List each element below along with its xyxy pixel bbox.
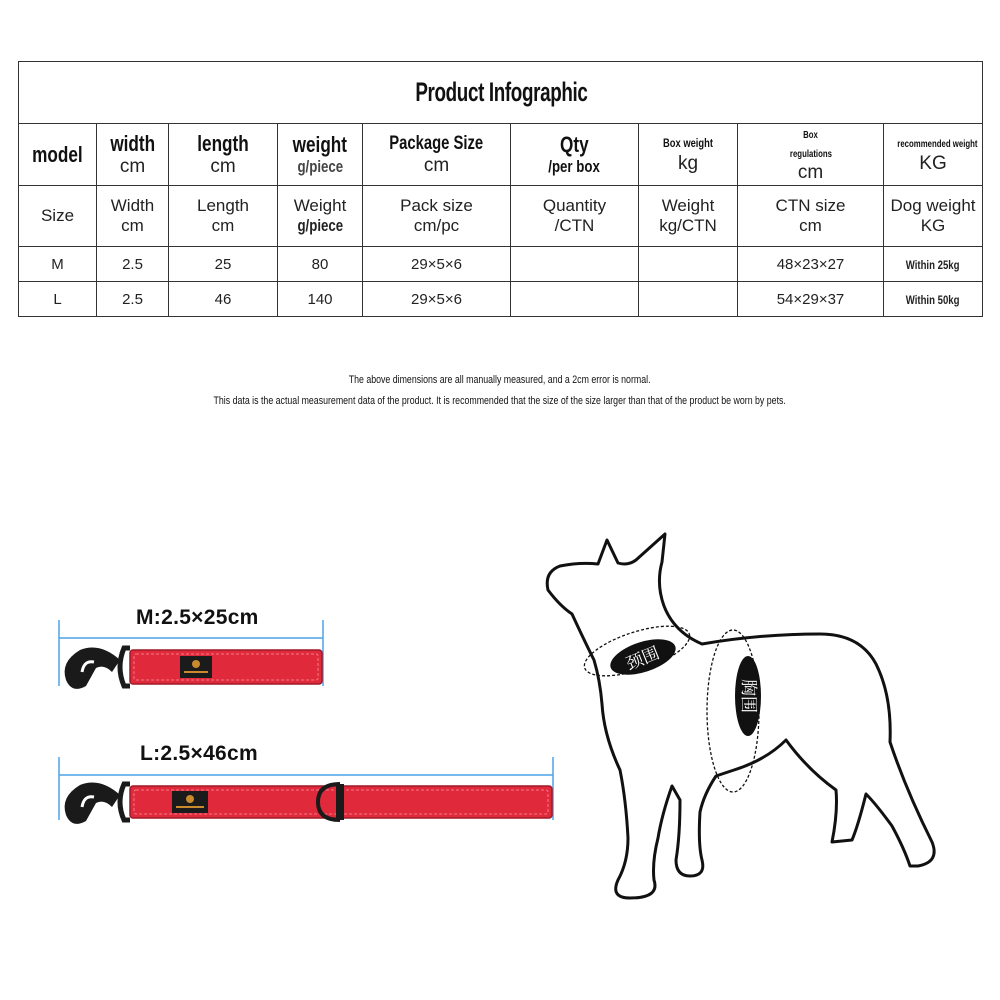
leash-l (59, 757, 553, 824)
eng-weight-unit: g/piece (297, 216, 343, 235)
header-box-regulations-unit: cm (797, 161, 824, 183)
eng-weight-ctn-unit: kg/CTN (659, 216, 717, 235)
eng-pack-unit: cm/pc (413, 216, 460, 235)
leash-m (59, 620, 323, 689)
measurement-note-text: The above dimensions are all manually measured, and a 2cm error is normal. (349, 374, 651, 386)
eng-quantity-label: Quantity (542, 196, 607, 216)
header-regulations-label: regulations (789, 148, 832, 160)
eng-width-unit: cm (121, 216, 144, 235)
l-badge-text (176, 806, 204, 808)
eng-length-label: Length (197, 196, 249, 216)
cell-pack: 29×5×6 (363, 282, 511, 317)
header-package-unit: cm (423, 154, 450, 176)
m-clip-icon (65, 648, 120, 689)
eng-dog-weight-unit: KG (920, 216, 946, 235)
m-d-ring-icon (120, 648, 130, 686)
recommendation-note-text: This data is the actual measurement data of the product. It is recommended that the size of the size larger than that of the product be worn by pets. (213, 395, 787, 407)
l-d-ring-icon (120, 784, 130, 820)
header-box-weight-unit: kg (677, 152, 699, 174)
header-box-label: Box (803, 130, 818, 142)
header-length-unit: cm (210, 156, 236, 178)
eng-width-label: Width (110, 196, 155, 216)
eng-quantity-unit: /CTN (554, 216, 595, 235)
cell-pack: 29×5×6 (363, 247, 511, 282)
cell-ctn: 48×23×27 (738, 247, 884, 282)
leash-m-size-label: M:2.5×25cm (136, 606, 259, 629)
header-weight-label: weight (292, 131, 348, 157)
eng-dog-weight-label: Dog weight (890, 196, 976, 216)
l-badge-logo-icon (186, 795, 194, 803)
m-strap (130, 650, 322, 684)
header-width-unit: cm (119, 156, 146, 178)
eng-size-label: Size (40, 205, 75, 225)
eng-ctn-size-label: CTN size (775, 196, 846, 216)
header-length-label: length (197, 130, 249, 156)
cell-weight: 80 (278, 247, 363, 282)
leash-l-size-label: L:2.5×46cm (140, 742, 258, 765)
header-package-label: Package Size (389, 132, 484, 154)
header-recommended-weight-unit: KG (919, 152, 947, 174)
neck-label: 颈围 (623, 643, 663, 675)
header-qty-label: Qty (560, 131, 589, 157)
m-badge-logo-icon (192, 660, 200, 668)
dog-diagram (547, 534, 934, 898)
header-box-weight-label: Box weight (663, 136, 713, 151)
cell-size: L (19, 282, 97, 317)
header-model-label: model (32, 141, 83, 167)
cell-width: 2.5 (97, 282, 169, 317)
cell-length: 46 (169, 282, 278, 317)
eng-ctn-size-unit: cm (799, 216, 822, 235)
header-width-label: width (110, 130, 155, 156)
cell-length: 25 (169, 247, 278, 282)
l-middle-ring-bar (336, 784, 344, 820)
m-badge-text (184, 671, 208, 673)
table-title: Product Infographic (414, 77, 587, 107)
l-clip-icon (65, 783, 120, 824)
eng-weight-label: Weight (293, 196, 347, 216)
header-qty-unit: /per box (548, 157, 601, 176)
header-recommended-weight-label: recommended weight (897, 139, 978, 151)
chest-label: 胸围 (738, 679, 758, 713)
eng-length-unit: cm (211, 216, 235, 235)
cell-ctn: 54×29×37 (738, 282, 884, 317)
cell-size: M (19, 247, 97, 282)
header-weight-unit: g/piece (297, 157, 343, 176)
cell-weight: 140 (278, 282, 363, 317)
cell-dog-weight-text: Within 25kg (906, 257, 960, 272)
cell-width: 2.5 (97, 247, 169, 282)
eng-pack-label: Pack size (400, 196, 473, 216)
eng-weight-ctn-label: Weight (661, 196, 715, 216)
cell-dog-weight-text: Within 50kg (906, 292, 960, 307)
